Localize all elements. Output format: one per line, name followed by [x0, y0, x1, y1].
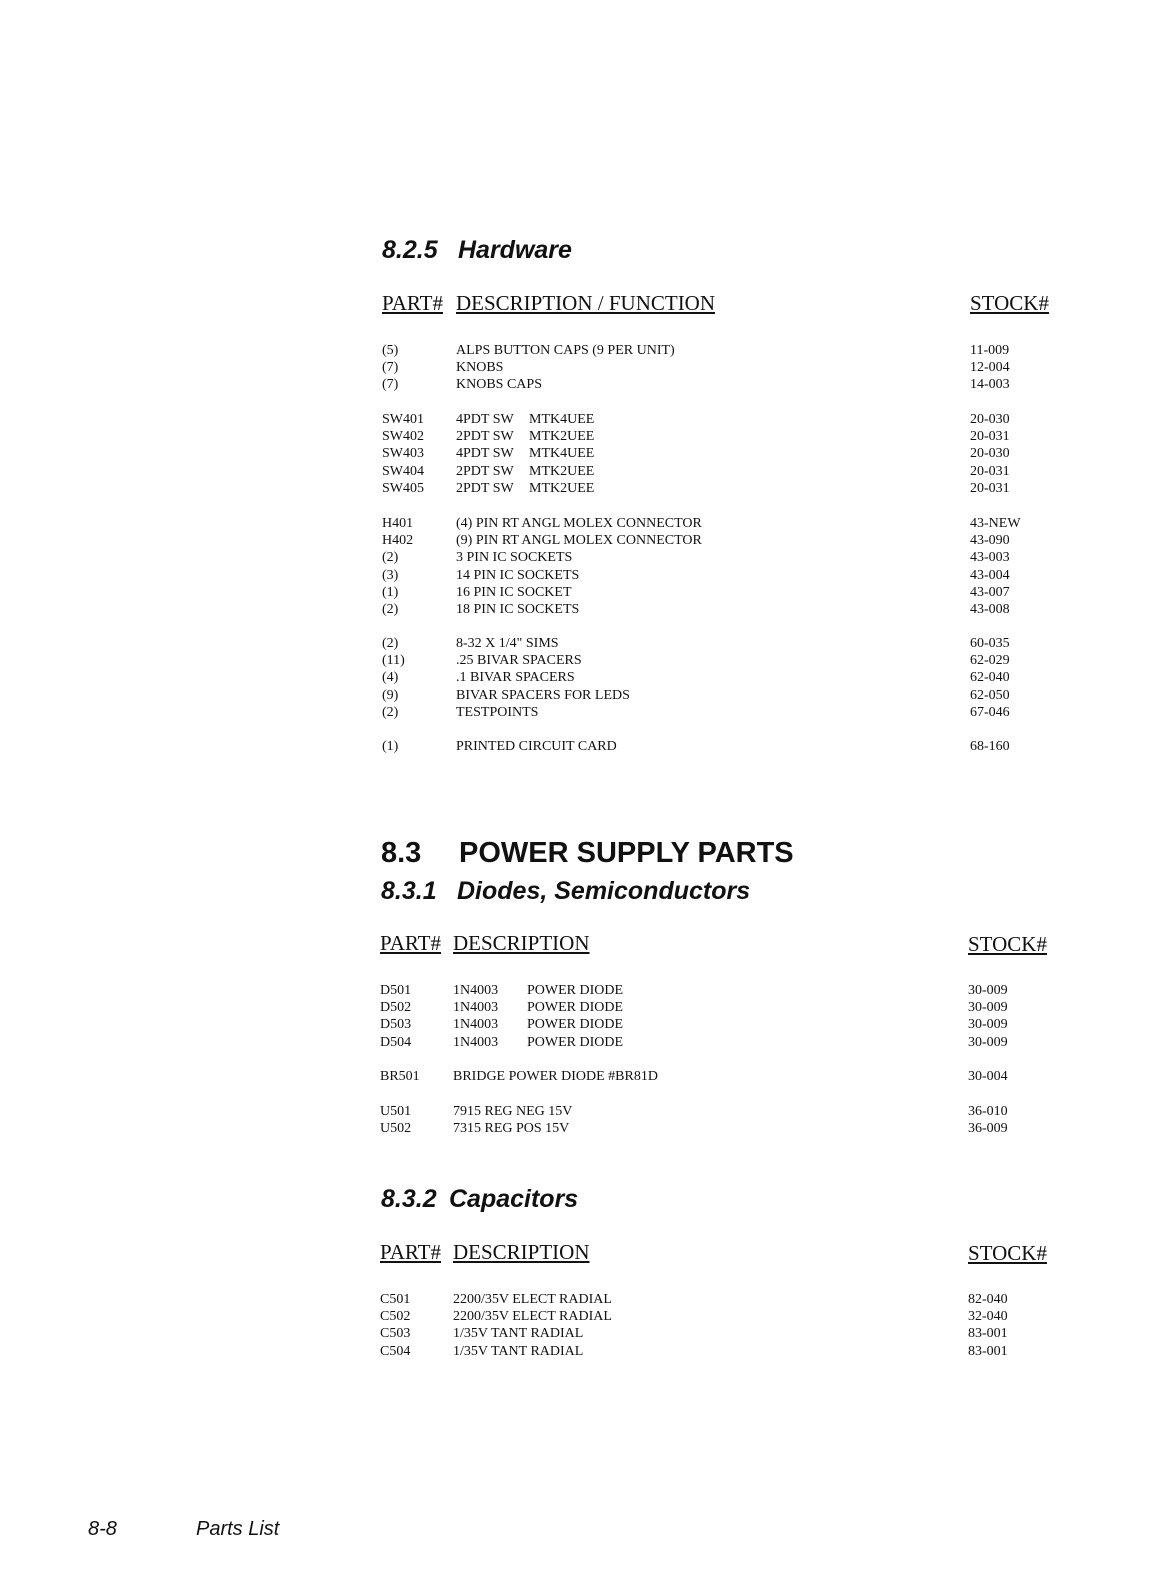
col-header-stock: STOCK#	[968, 1241, 1047, 1265]
table-row	[0, 704, 1162, 721]
part-number-cell: SW402	[382, 429, 424, 445]
table-row	[0, 445, 1162, 462]
stock-number-cell: 83-001	[968, 1343, 1008, 1359]
part-number-cell: C504	[380, 1343, 411, 1359]
stock-number-cell: 68-160	[970, 739, 1010, 754]
table-row	[0, 738, 1162, 755]
table-row	[0, 1034, 1162, 1051]
part-number-cell: U501	[380, 1104, 412, 1119]
description-detail-cell: MTK2UEE	[529, 480, 595, 496]
table-row	[0, 1325, 1162, 1342]
description-detail-cell: POWER DIODE	[527, 983, 624, 998]
table-row	[0, 515, 1162, 532]
description-cell: BRIDGE POWER DIODE #BR81D	[453, 1069, 658, 1084]
parts-group	[0, 411, 1162, 497]
part-number-cell: (3)	[382, 567, 399, 583]
stock-number-cell: 20-031	[970, 429, 1010, 445]
stock-number-cell: 11-009	[970, 343, 1010, 358]
col-header-description: DESCRIPTION	[453, 1240, 590, 1264]
heading-diodes	[381, 877, 750, 906]
parts-group	[0, 1068, 1162, 1085]
description-detail-cell: POWER DIODE	[527, 1034, 624, 1050]
stock-number-cell: 43-008	[970, 601, 1010, 617]
description-cell: 2PDT SW	[456, 463, 514, 479]
description-cell: 2PDT SW	[456, 429, 514, 445]
part-number-cell: D504	[380, 1034, 412, 1050]
part-number-cell: C502	[380, 1309, 411, 1325]
stock-number-cell: 20-030	[970, 446, 1010, 462]
stock-number-cell: 30-009	[968, 1017, 1008, 1033]
stock-number-cell: 82-040	[968, 1292, 1008, 1307]
heading-number: 8.3	[381, 837, 422, 869]
part-number-cell: (7)	[382, 360, 399, 376]
parts-group	[0, 738, 1162, 755]
heading-title: POWER SUPPLY PARTS	[459, 837, 794, 869]
description-cell: 1/35V TANT RADIAL	[453, 1326, 584, 1342]
table-row	[0, 687, 1162, 704]
description-cell: .1 BIVAR SPACERS	[456, 670, 575, 686]
table-row	[0, 463, 1162, 480]
page-number: 8-8	[88, 1518, 117, 1540]
description-cell: BIVAR SPACERS FOR LEDS	[456, 687, 630, 703]
table-row	[0, 1103, 1162, 1120]
description-cell: (9) PIN RT ANGL MOLEX CONNECTOR	[456, 533, 702, 549]
description-cell: 1N4003	[453, 1017, 499, 1033]
table-row	[0, 342, 1162, 359]
description-cell: 8-32 X 1/4" SIMS	[456, 636, 559, 651]
stock-number-cell: 83-001	[968, 1326, 1008, 1342]
stock-number-cell: 36-010	[968, 1104, 1008, 1119]
col-header-stock: STOCK#	[968, 932, 1047, 956]
parts-group	[0, 982, 1162, 1051]
heading-capacitors	[381, 1185, 578, 1214]
part-number-cell: (2)	[382, 601, 399, 617]
col-header-part: PART#	[380, 1240, 441, 1264]
stock-number-cell: 20-031	[970, 480, 1010, 496]
table-row	[0, 652, 1162, 669]
part-number-cell: D502	[380, 1000, 412, 1016]
part-number-cell: SW405	[382, 480, 424, 496]
description-cell: .25 BIVAR SPACERS	[456, 653, 582, 669]
part-number-cell: D503	[380, 1017, 412, 1033]
footer-section-name: Parts List	[196, 1518, 280, 1540]
table-row	[0, 999, 1162, 1016]
part-number-cell: (2)	[382, 550, 399, 566]
table-row	[0, 428, 1162, 445]
description-cell: 2200/35V ELECT RADIAL	[453, 1292, 612, 1307]
parts-group	[0, 342, 1162, 394]
table-row	[0, 1308, 1162, 1325]
stock-number-cell: 43-NEW	[970, 516, 1021, 531]
stock-number-cell: 14-003	[970, 377, 1010, 393]
stock-number-cell: 62-050	[970, 687, 1010, 703]
stock-number-cell: 43-090	[970, 533, 1010, 549]
stock-number-cell: 36-009	[968, 1121, 1008, 1137]
description-cell: 1N4003	[453, 1000, 499, 1016]
stock-number-cell: 12-004	[970, 360, 1010, 376]
stock-number-cell: 30-009	[968, 1034, 1008, 1050]
description-cell: 1N4003	[453, 1034, 499, 1050]
description-cell: 4PDT SW	[456, 446, 514, 462]
description-detail-cell: MTK4UEE	[529, 446, 595, 462]
heading-hardware	[382, 236, 572, 265]
stock-number-cell: 60-035	[970, 636, 1010, 651]
part-number-cell: H401	[382, 516, 414, 531]
description-cell: 7915 REG NEG 15V	[453, 1104, 573, 1119]
part-number-cell: SW403	[382, 446, 424, 462]
table-row	[0, 480, 1162, 497]
part-number-cell: SW401	[382, 412, 424, 427]
stock-number-cell: 43-007	[970, 584, 1010, 600]
table-row	[0, 584, 1162, 601]
table-row	[0, 982, 1162, 999]
parts-group	[0, 1291, 1162, 1360]
table-row	[0, 549, 1162, 566]
part-number-cell: U502	[380, 1121, 412, 1137]
heading-title: Hardware	[458, 236, 572, 264]
part-number-cell: (4)	[382, 670, 399, 686]
description-detail-cell: MTK4UEE	[529, 412, 595, 427]
stock-number-cell: 43-003	[970, 550, 1010, 566]
stock-number-cell: 20-031	[970, 463, 1010, 479]
col-header-description: DESCRIPTION / FUNCTION	[456, 291, 716, 315]
description-detail-cell: POWER DIODE	[527, 1000, 624, 1016]
col-header-part: PART#	[380, 931, 441, 955]
table-row	[0, 411, 1162, 428]
description-cell: 1N4003	[453, 983, 499, 998]
description-cell: 2PDT SW	[456, 480, 514, 496]
parts-group	[0, 1103, 1162, 1137]
table-row	[0, 1068, 1162, 1085]
parts-group	[0, 515, 1162, 618]
part-number-cell: C503	[380, 1326, 411, 1342]
part-number-cell: (1)	[382, 739, 399, 754]
description-cell: PRINTED CIRCUIT CARD	[456, 739, 617, 754]
col-header-part: PART#	[382, 291, 443, 315]
heading-power-supply	[381, 837, 794, 870]
description-cell: 1/35V TANT RADIAL	[453, 1343, 584, 1359]
heading-number: 8.3.1	[381, 877, 437, 905]
part-number-cell: (1)	[382, 584, 399, 600]
part-number-cell: (2)	[382, 636, 399, 651]
description-cell: KNOBS	[456, 360, 504, 376]
col-header-description: DESCRIPTION	[453, 931, 590, 955]
col-header-stock: STOCK#	[970, 291, 1049, 315]
description-cell: 4PDT SW	[456, 412, 514, 427]
stock-number-cell: 43-004	[970, 567, 1010, 583]
stock-number-cell: 67-046	[970, 704, 1010, 720]
stock-number-cell: 62-040	[970, 670, 1010, 686]
stock-number-cell: 30-009	[968, 1000, 1008, 1016]
table-row	[0, 567, 1162, 584]
part-number-cell: SW404	[382, 463, 424, 479]
stock-number-cell: 32-040	[968, 1309, 1008, 1325]
description-detail-cell: MTK2UEE	[529, 429, 595, 445]
table-row	[0, 1291, 1162, 1308]
description-cell: ALPS BUTTON CAPS (9 PER UNIT)	[456, 343, 675, 358]
table-row	[0, 359, 1162, 376]
part-number-cell: C501	[380, 1292, 411, 1307]
description-cell: 7315 REG POS 15V	[453, 1121, 570, 1137]
part-number-cell: (2)	[382, 704, 399, 720]
part-number-cell: BR501	[380, 1069, 420, 1084]
part-number-cell: (9)	[382, 687, 399, 703]
heading-number: 8.2.5	[382, 236, 438, 264]
description-cell: 16 PIN IC SOCKET	[456, 584, 572, 600]
description-detail-cell: POWER DIODE	[527, 1017, 624, 1033]
description-cell: 14 PIN IC SOCKETS	[456, 567, 580, 583]
part-number-cell: (5)	[382, 343, 399, 358]
table-row	[0, 601, 1162, 618]
part-number-cell: (11)	[382, 653, 405, 669]
table-row	[0, 669, 1162, 686]
heading-title: Capacitors	[449, 1185, 579, 1213]
heading-number: 8.3.2	[381, 1185, 437, 1213]
table-row	[0, 376, 1162, 393]
table-row	[0, 1016, 1162, 1033]
description-cell: 3 PIN IC SOCKETS	[456, 550, 573, 566]
parts-group	[0, 635, 1162, 721]
table-row	[0, 635, 1162, 652]
table-row	[0, 532, 1162, 549]
table-row	[0, 1120, 1162, 1137]
table-row	[0, 1343, 1162, 1360]
description-cell: KNOBS CAPS	[456, 377, 542, 393]
heading-title: Diodes, Semiconductors	[457, 877, 751, 905]
description-cell: 18 PIN IC SOCKETS	[456, 601, 580, 617]
description-cell: (4) PIN RT ANGL MOLEX CONNECTOR	[456, 516, 702, 531]
part-number-cell: D501	[380, 983, 412, 998]
stock-number-cell: 30-004	[968, 1069, 1008, 1084]
stock-number-cell: 30-009	[968, 983, 1008, 998]
description-cell: TESTPOINTS	[456, 704, 539, 720]
stock-number-cell: 62-029	[970, 653, 1010, 669]
description-cell: 2200/35V ELECT RADIAL	[453, 1309, 612, 1325]
stock-number-cell: 20-030	[970, 412, 1010, 427]
part-number-cell: H402	[382, 533, 414, 549]
part-number-cell: (7)	[382, 377, 399, 393]
description-detail-cell: MTK2UEE	[529, 463, 595, 479]
